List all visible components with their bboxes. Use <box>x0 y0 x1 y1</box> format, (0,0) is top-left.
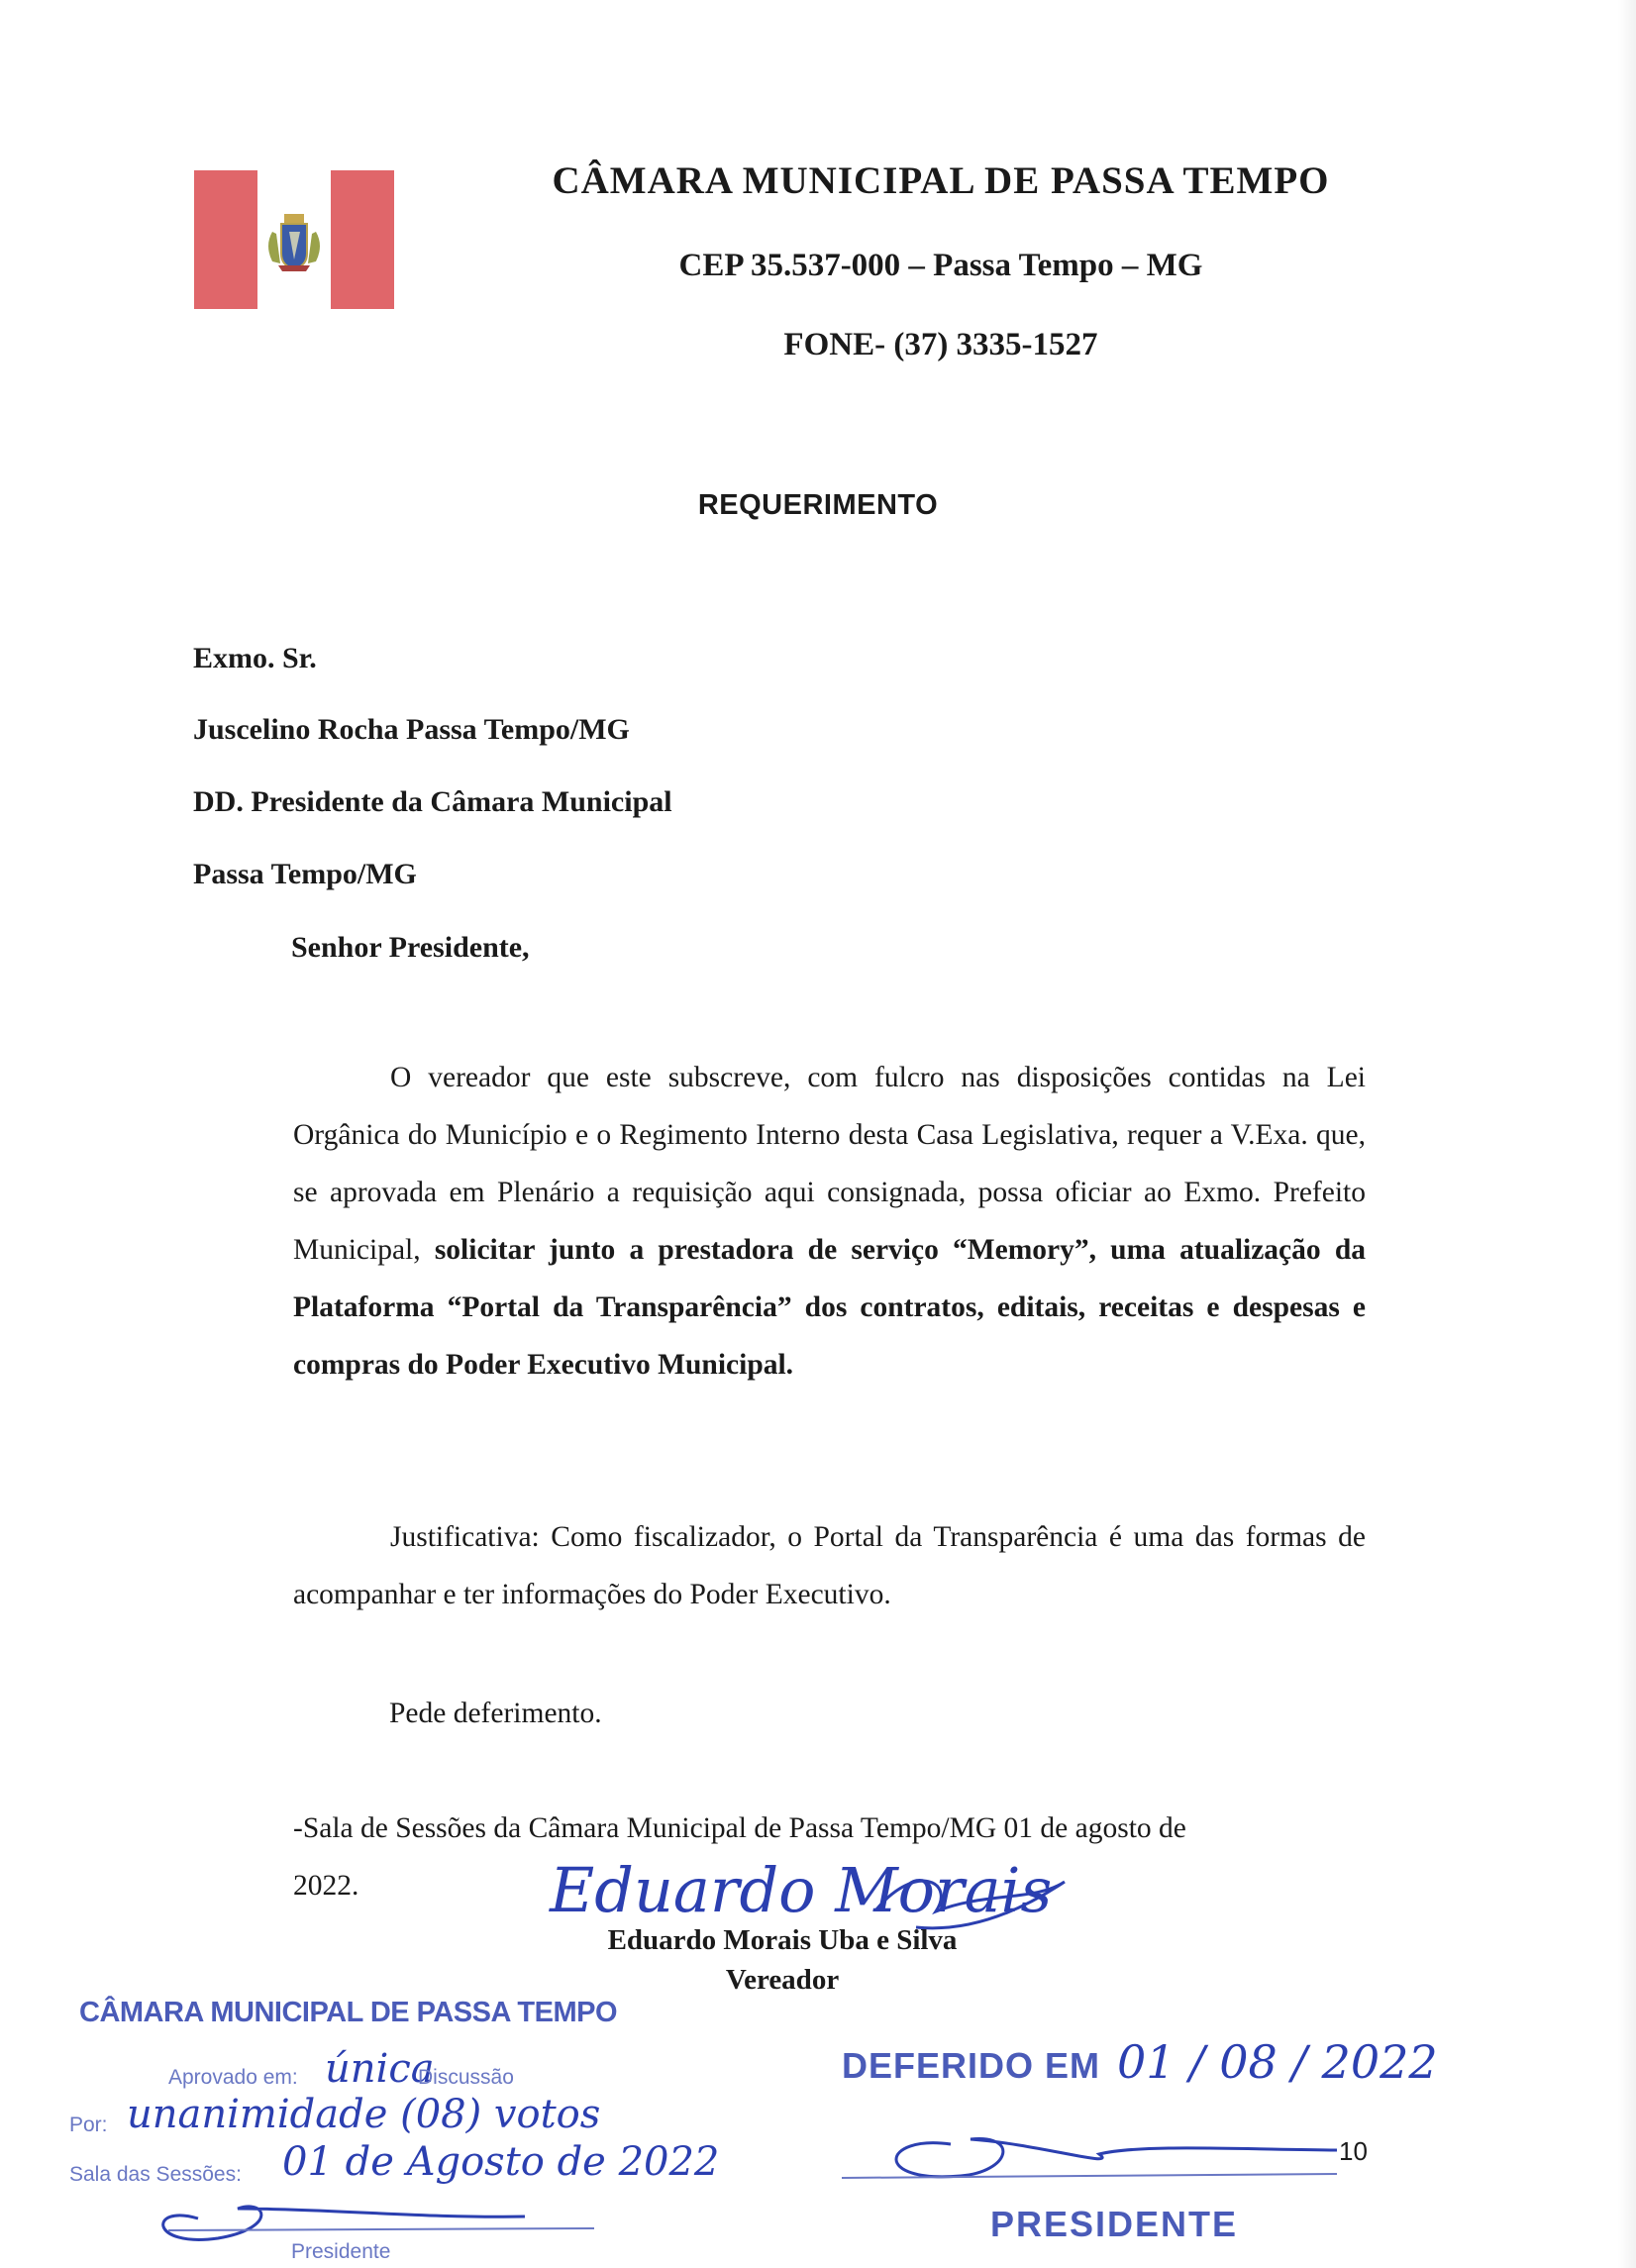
justification-paragraph <box>293 1508 1366 1623</box>
stamp-room-label: Sala das Sessões: <box>69 2163 242 2186</box>
approval-stamp <box>69 1981 720 2268</box>
stamp-room-value: 01 de Agosto de 2022 <box>282 2139 720 2185</box>
salutation: Senhor Presidente, <box>291 931 530 964</box>
address-line-2: Juscelino Rocha Passa Tempo/MG <box>193 713 630 746</box>
signer-name: Eduardo Morais Uba e Silva <box>607 1924 958 1956</box>
stamp-chamber-title: CÂMARA MUNICIPAL DE PASSA TEMPO <box>79 1997 618 2028</box>
justification-text: Justificativa: Como fiscalizador, o Portal da Transparência é uma das formas de acompanhar e ter informações do Poder Executivo. <box>293 1521 1366 1610</box>
stamp-approved-label: Aprovado em: <box>168 2066 298 2089</box>
address-line-3: DD. Presidente da Câmara Municipal <box>193 785 672 818</box>
stamp-by-label: Por: <box>69 2113 108 2136</box>
address-line-1: Exmo. Sr. <box>193 642 317 674</box>
signer-role: Vereador <box>725 1964 840 1996</box>
municipal-flag-logo <box>194 170 394 309</box>
president-signature-right <box>842 2114 1377 2204</box>
stamp-presidente-label: PRESIDENTE <box>990 2204 1239 2244</box>
stamp-approved-value: única <box>325 2046 435 2092</box>
svg-text:Eduardo Morais: Eduardo Morais <box>550 1854 1053 1926</box>
chamber-phone: FONE- (37) 3335-1527 <box>783 327 1098 362</box>
request-paragraph <box>293 1049 1366 1393</box>
stamp-by-value: unanimidade (08) votos <box>127 2092 601 2137</box>
request-text-bold: solicitar junto a prestadora de serviço “Memory”, uma atualização da Plataforma “Portal da Transparência” dos contratos, editais, receitas e despesas e compras do Poder Executivo Municipal. <box>293 1234 1366 1381</box>
request-text: O vereador que este subscreve, com fulcro nas disposições contidas na Lei Orgânica do Município e o Regimento Interno desta Casa Legislativa, requer a V.Exa. que, se aprovada em Plenário a requisição aqui consignada, possa oficiar ao Exmo. Prefeito Municipal, <box>293 1062 1366 1266</box>
stamp-discussion-label: Discussão <box>418 2066 514 2089</box>
document-title: REQUERIMENTO <box>697 489 939 521</box>
session-place-date: -Sala de Sessões da Câmara Municipal de Passa Tempo/MG 01 de agosto de <box>293 1812 1186 1844</box>
stamp-deferido-label: DEFERIDO EM <box>842 2045 1101 2086</box>
stamp-deferido-date: 01 / 08 / 2022 <box>1117 2035 1438 2089</box>
chamber-cep: CEP 35.537-000 – Passa Tempo – MG <box>678 248 1203 283</box>
session-year: 2022. <box>293 1870 359 1902</box>
page-number: 10 <box>1339 2136 1368 2166</box>
request-closing: Pede deferimento. <box>389 1698 602 1729</box>
stamp-president-label: Presidente <box>291 2240 391 2263</box>
address-line-4: Passa Tempo/MG <box>193 858 417 890</box>
page-edge <box>1618 0 1636 2268</box>
chamber-title: CÂMARA MUNICIPAL DE PASSA TEMPO <box>552 159 1330 202</box>
